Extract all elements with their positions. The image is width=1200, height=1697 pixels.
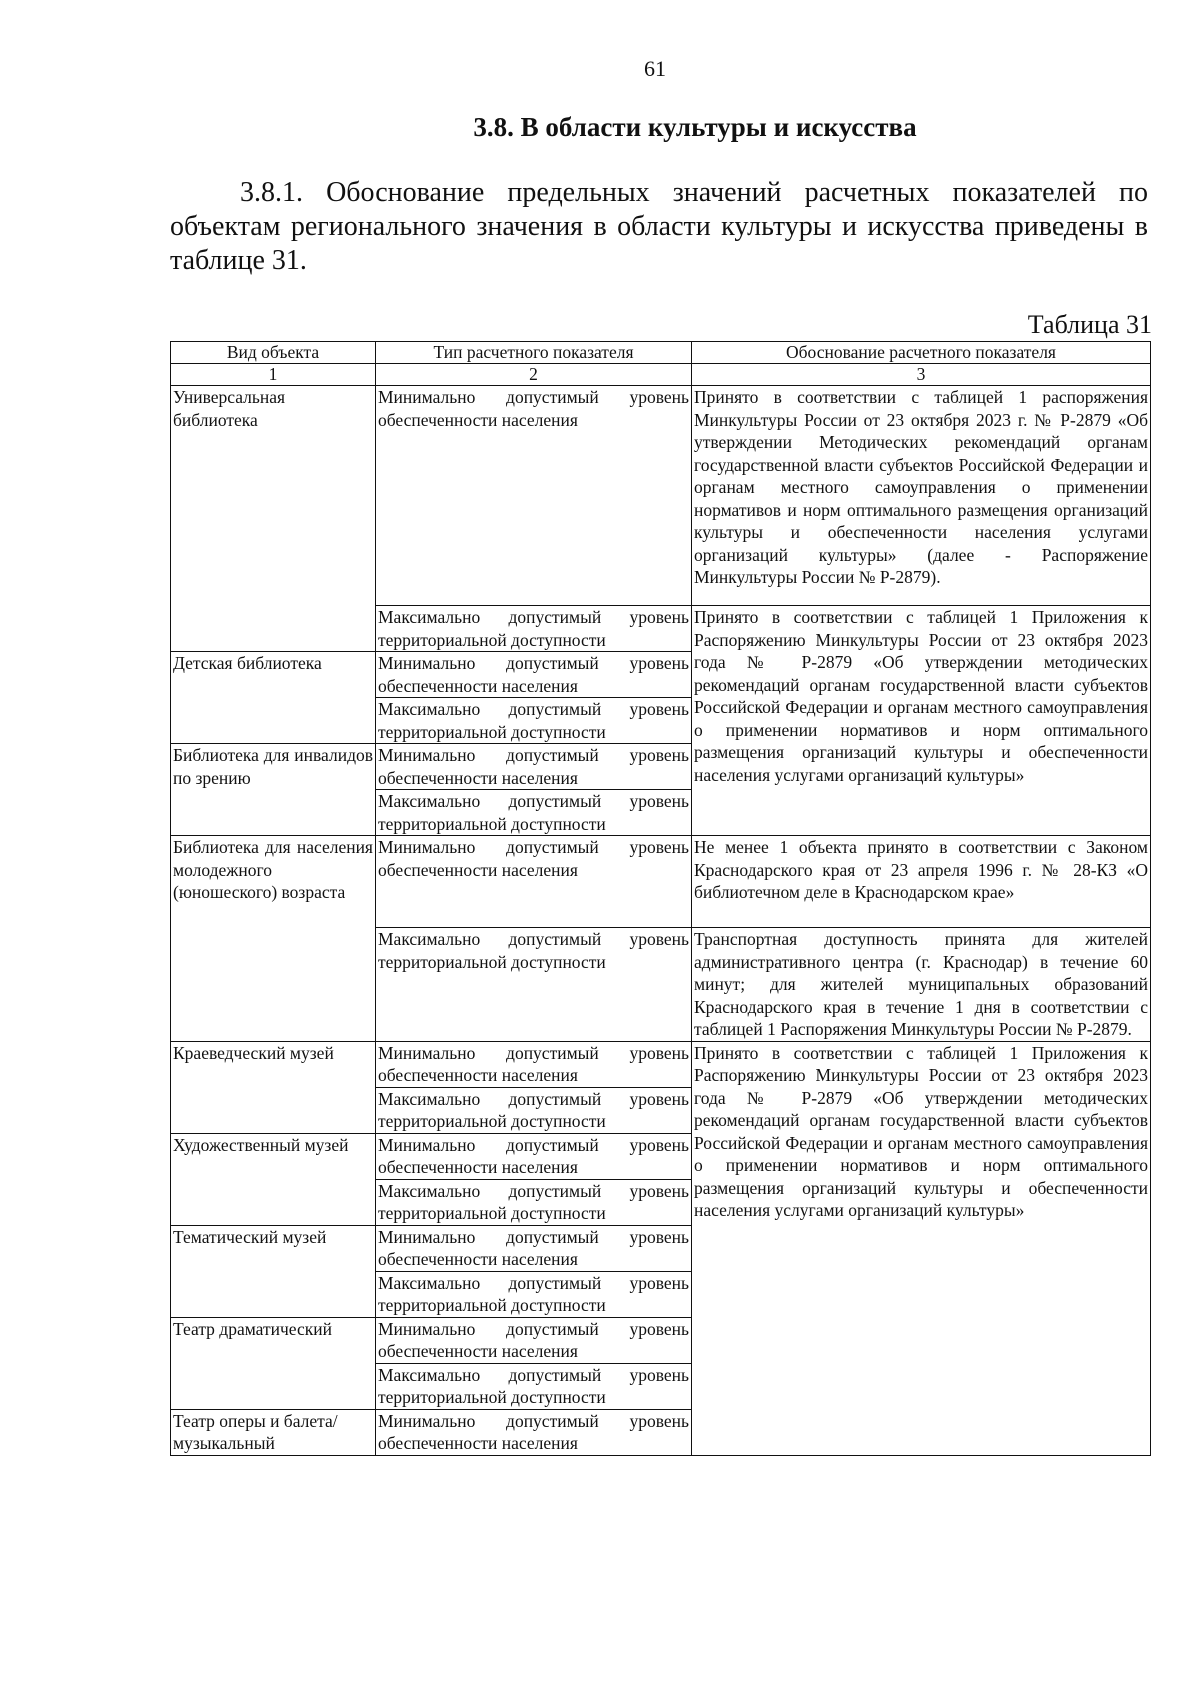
column-numbers-row [171,364,1151,386]
column-number: 1 [171,364,376,386]
object-type-cell: Краеведческий музей [171,1041,376,1133]
indicator-type-cell: Максимально допустимый уровень территориальной доступности [376,1179,692,1225]
indicator-type-cell: Максимально допустимый уровень территориальной доступности [376,790,692,836]
object-type-cell: Тематический музей [171,1225,376,1317]
indicators-table [170,341,1151,1456]
justification-cell: Транспортная доступность принята для жителей административного центра (г. Краснодар) в течение 60 минут; для жителей муниципальных образований Краснодарского края в течение 1 дня в соответствии с таблицей 1 Распоряжения Минкультуры России № Р-2879. [692,928,1151,1042]
column-number: 2 [376,364,692,386]
indicator-type-cell: Максимально допустимый уровень территориальной доступности [376,698,692,744]
object-type-cell: Театр драматический [171,1317,376,1409]
header-object-type: Вид объекта [171,342,376,364]
table-header-row [171,342,1151,364]
object-type-cell: Театр оперы и балета/ музыкальный [171,1409,376,1455]
justification-cell: Принято в соответствии с таблицей 1 распоряжения Минкультуры России от 23 октября 2023 г. № Р-2879 «Об утверждении Методических рекомендаций органам государственной власти субъектов Российской Федерации и органам местного самоуправления о применении нормативов и норм оптимального размещения организаций культуры и обеспеченности населения услугами организаций культуры» (далее - Распоряжение Минкультуры России № Р-2879). [692,386,1151,606]
indicator-type-cell: Минимально допустимый уровень обеспеченности населения [376,1409,692,1455]
justification-cell: Принято в соответствии с таблицей 1 Приложения к Распоряжению Минкультуры России от 23 октября 2023 года № Р-2879 «Об утверждении методических рекомендаций органам государственной власти субъектов Российской Федерации и органам местного самоуправления о применении нормативов и норм оптимального размещения организаций культуры и обеспеченности населения услугами организаций культуры» [692,1041,1151,1455]
object-type-cell: Библиотека для инвалидов по зрению [171,744,376,836]
section-title: 3.8. В области культуры и искусства [473,112,917,142]
object-type-cell: Детская библиотека [171,652,376,744]
header-indicator-type: Тип расчетного показателя [376,342,692,364]
table-row [171,386,1151,606]
indicator-type-cell: Минимально допустимый уровень обеспеченности населения [376,1317,692,1363]
header-justification: Обоснование расчетного показателя [692,342,1151,364]
indicator-type-cell: Максимально допустимый уровень территориальной доступности [376,1363,692,1409]
indicator-type-cell: Минимально допустимый уровень обеспеченности населения [376,1041,692,1087]
object-type-cell: Художественный музей [171,1133,376,1225]
indicator-type-cell: Максимально допустимый уровень территориальной доступности [376,928,692,1042]
column-number: 3 [692,364,1151,386]
indicator-type-cell: Минимально допустимый уровень обеспеченности населения [376,1225,692,1271]
table-caption: Таблица 31 [1027,310,1152,339]
table-row [171,836,1151,928]
indicator-type-cell: Минимально допустимый уровень обеспеченности населения [376,1133,692,1179]
indicator-type-cell: Максимально допустимый уровень территориальной доступности [376,1271,692,1317]
indicator-type-cell: Минимально допустимый уровень обеспеченности населения [376,652,692,698]
justification-cell: Принято в соответствии с таблицей 1 Приложения к Распоряжению Минкультуры России от 23 октября 2023 года № Р-2879 «Об утверждении методических рекомендаций органам государственной власти субъектов Российской Федерации и органам местного самоуправления о применении нормативов и норм оптимального размещения организаций культуры и обеспеченности населения услугами организаций культуры» [692,606,1151,836]
indicator-type-cell: Максимально допустимый уровень территориальной доступности [376,1087,692,1133]
object-type-cell: Универсальная библиотека [171,386,376,652]
table-row [171,1041,1151,1087]
justification-cell: Не менее 1 объекта принято в соответствии с Законом Краснодарского края от 23 апреля 1996 г. № 28-КЗ «О библиотечном деле в Краснодарском крае» [692,836,1151,928]
page-number: 61 [644,56,666,81]
indicator-type-cell: Минимально допустимый уровень обеспеченности населения [376,386,692,606]
object-type-cell: Библиотека для населения молодежного (юношеского) возраста [171,836,376,1042]
intro-paragraph: 3.8.1. Обоснование предельных значений расчетных показателей по объектам регионального значения в области культуры и искусства приведены в таблице 31. [170,177,1148,276]
indicator-type-cell: Минимально допустимый уровень обеспеченности населения [376,744,692,790]
indicator-type-cell: Минимально допустимый уровень обеспеченности населения [376,836,692,928]
indicator-type-cell: Максимально допустимый уровень территориальной доступности [376,606,692,652]
